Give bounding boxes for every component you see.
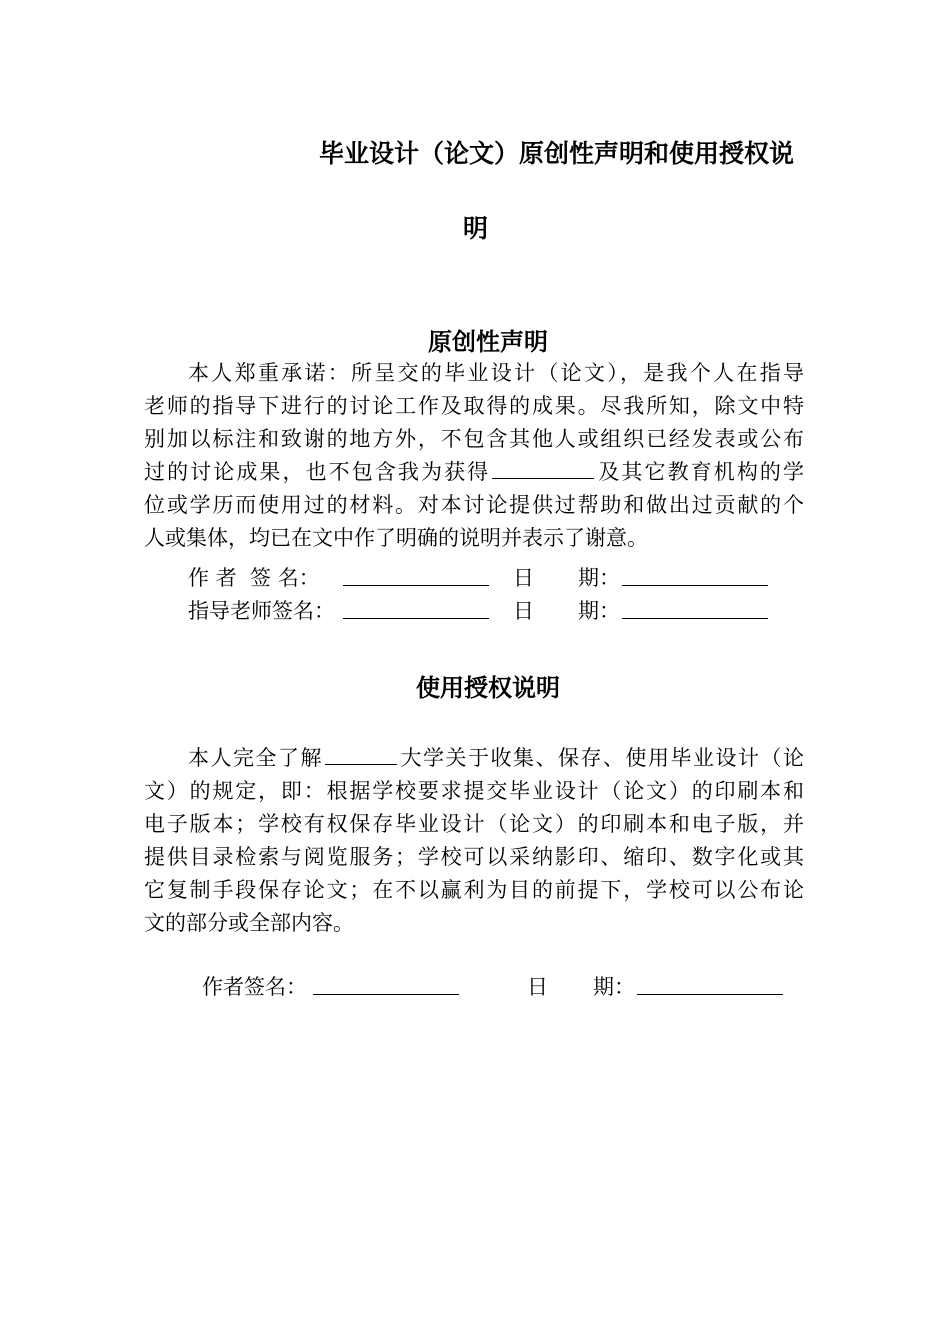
statement-line: 过的讨论成果，也不包含我为获得 及其它教育机构的学 bbox=[144, 456, 804, 489]
auth-author-sign-label: 作者签名： bbox=[202, 975, 307, 999]
date-label-char1: 日 bbox=[513, 599, 534, 623]
author-sign-field[interactable] bbox=[343, 585, 489, 586]
date-label-char2: 期： bbox=[578, 566, 620, 590]
authorization-line: 文的部分或全部内容。 bbox=[144, 911, 354, 935]
statement-line: 老师的指导下进行的讨论工作及取得的成果。尽我所知，除文中特 bbox=[144, 394, 804, 418]
statement-line: 位或学历而使用过的材料。对本讨论提供过帮助和做出过贡献的个 bbox=[144, 493, 804, 517]
document-title-line2: 明 bbox=[463, 214, 489, 243]
date-label-char2: 期： bbox=[578, 599, 620, 623]
author-date-field[interactable] bbox=[622, 585, 768, 586]
auth-author-sign-field[interactable] bbox=[313, 994, 459, 995]
document-title-line1: 毕业设计（论文）原创性声明和使用授权说 bbox=[319, 139, 795, 168]
authorization-line: 电子版本；学校有权保存毕业设计（论文）的印刷本和电子版，并 bbox=[144, 812, 804, 836]
advisor-sign-label: 指导老师签名： bbox=[188, 599, 335, 623]
advisor-date-field[interactable] bbox=[622, 618, 768, 619]
author-sign-label: 作 者 签 名： bbox=[188, 566, 320, 590]
auth-date-label-char1: 日 bbox=[527, 975, 548, 999]
authorization-line: 它复制手段保存论文；在不以赢利为目的前提下，学校可以公布论 bbox=[144, 878, 804, 902]
statement-line: 人或集体，均已在文中作了明确的说明并表示了谢意。 bbox=[144, 526, 648, 550]
authorization-heading: 使用授权说明 bbox=[416, 674, 560, 702]
authorization-line: 文）的规定，即：根据学校要求提交毕业设计（论文）的印刷本和 bbox=[144, 779, 804, 803]
auth-date-label-char2: 期： bbox=[593, 975, 635, 999]
originality-heading: 原创性声明 bbox=[428, 328, 548, 356]
authorization-statement bbox=[144, 742, 804, 940]
date-label-char1: 日 bbox=[513, 566, 534, 590]
statement-line: 别加以标注和致谢的地方外，不包含其他人或组织已经发表或公布 bbox=[144, 427, 804, 451]
originality-statement bbox=[144, 357, 804, 555]
auth-date-field[interactable] bbox=[637, 994, 783, 995]
statement-line: 本人郑重承诺：所呈交的毕业设计（论文），是我个人在指导 bbox=[188, 361, 804, 385]
advisor-sign-field[interactable] bbox=[343, 618, 489, 619]
authorization-line: 本人完全了解 大学关于收集、保存、使用毕业设计（论 bbox=[144, 742, 804, 775]
university-blank[interactable] bbox=[325, 742, 397, 765]
degree-blank[interactable] bbox=[492, 456, 594, 479]
authorization-line: 提供目录检索与阅览服务；学校可以采纳影印、缩印、数字化或其 bbox=[144, 845, 804, 869]
